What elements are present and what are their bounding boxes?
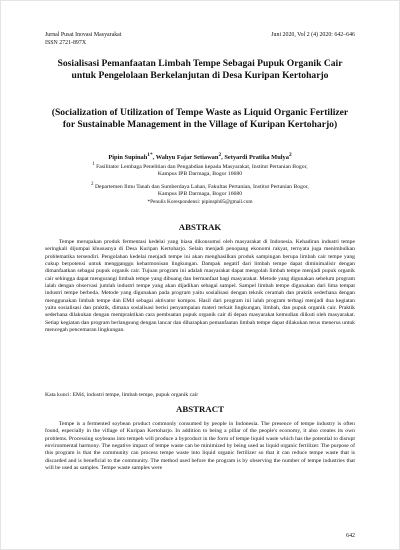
author-name: Wahyu Fajar Setiawan [155, 154, 219, 162]
abstrak-text: Tempe merupakan produk fermentasi kedelai yang biasa dikonsumsi oleh masyarakat di Indonesia. Kehadiran industri tempe seringkali dijumpai khususnya di Desa Kuripan Kertoharjo. Selain menjadi penopang ekonomi rakyat, ternyata juga menimbulkan problematika tersendiri. Pengolahan kedelai menjadi tempe ini akan menghasilkan produk sampingan berupa limbah cair tempe yang cukup berpotensi untuk mengganggu keharmonisan lingkungan. Dampak negatif dari limbah tempe dapat diminimalisir dengan dimanfaatkan sebagai pupuk organik cair. Tujuan program ini adalah masyarakat dapat mengolah limbah tempe menjadi pupuk organik cair sehingga dapat mengurangi limbah tempe yang dibuang dan bermanfaat bagi masyarakat. Metode yang digunakan sebelum program ialah dengan observasi jumlah industri tempe yang akan dijadikan sebagai sampel. Sampel limbah tempe digunakan dari lima tempat industri tempe berbeda. Metode yang digunakan pada program yaitu sosialisasi dengan teknik ceramah dan praktik sederhana dengan menggunakan limbah tempe dan EM4 sebagai aktivator kompos. Hasil dari program ini ialah program terbagi menjadi dua kegiatan yaitu sosialisasi dan praktik, dimana sosialisasi berisi penyampaian materi terkait lingkungan, limbah, dan pupuk organik cair. Praktik sederhana dilakukan dengan mempraktikan cara pembuatan pupuk organik cair di depan masyarakat kemudian diikuti oleh masyarakat. Setiap kegiatan dan program berlangsung dengan lancar dan diharapkan pemanfaatan limbah tempe dapat dilakukan terus menerus untuk mencegah pencemaran lingkungan. [45, 239, 355, 334]
affiliation-text: Fasilitator Lembaga Penelitian dan Pengabdian kepada Masyarakat, Institut Pertanian Bogor, [94, 163, 308, 170]
affiliation-1-address: Kampus IPB Darmaga, Bogor 16680 [157, 171, 243, 178]
affiliation-mark: 1 [92, 162, 95, 167]
keywords: Kata kunci: EM4, industri tempe, limbah tempe, pupuk organik cair [45, 392, 199, 398]
article-title-indonesian: Sosialisasi Pemanfaatan Limbah Tempe Sebagai Pupuk Organik Cair untuk Pengelolaan Berkelanjutan di Desa Kuripan Kertoharjo [57, 58, 343, 82]
page-number: 642 [346, 533, 355, 539]
author-name: Setyardi Pratika Mulya [224, 154, 289, 162]
author-affiliation-mark: 2 [218, 152, 222, 158]
corresponding-email: *Penulis Korespondensi: pipinsph05@gmail.com [147, 198, 253, 205]
abstract-heading: ABSTRACT [176, 404, 224, 414]
journal-issue: Juni 2020, Vol 2 (4) 2020: 642–646 [271, 32, 355, 38]
author-name: Pipin Supinah [108, 154, 148, 162]
author-separator: , [152, 154, 156, 162]
article-title-english: (Socialization of Utilization of Tempe Waste as Liquid Organic Fertilizer for Sustainable Management in the Village of Kuripan Kertoharjo) [51, 107, 349, 131]
affiliations [61, 161, 339, 206]
affiliation-text: Departemen Ilmu Tanah dan Sumberdaya Lahan, Fakultas Pertanian, Institut Pertanian Bogor, [93, 183, 309, 190]
abstract-text: Tempe is a fermented soybean product commonly consumed by people in Indonesia. The presence of tempe industry is often found, especially in the village of Kuripan Kertoharjo. In addition to being a pillar of the people's economy, it also creates its own problems. Processing soybeans into tempeh will produce a byproduct in the form of tempe liquid waste which has the potential to disrupt environmental harmony. The negative impact of tempe waste can be minimized by being used as liquid organic fertilizer. The purpose of this program is that the community can process tempe waste into liquid organic fertilizer so that it can reduce tempe waste that is discarded and is beneficial to the community. The method used before the program is by observing the number of tempe industries that will be used as samples. Tempe waste samples were [45, 421, 355, 472]
author-affiliation-mark: 2 [288, 152, 292, 158]
journal-issn: ISSN 2721-897X [45, 40, 87, 46]
journal-name: Jurnal Pusat Inovasi Masyarakat [45, 32, 122, 38]
author-affiliation-mark: 1* [147, 152, 153, 158]
affiliation-mark: 2 [91, 181, 94, 187]
affiliation-1 [61, 161, 339, 171]
author-separator: , [221, 154, 225, 162]
affiliation-2-address: Kampus IPB Darmaga, Bogor 16680 [157, 191, 243, 198]
affiliation-2 [61, 181, 339, 191]
abstrak-heading: ABSTRAK [178, 222, 222, 232]
journal-info [45, 31, 121, 47]
